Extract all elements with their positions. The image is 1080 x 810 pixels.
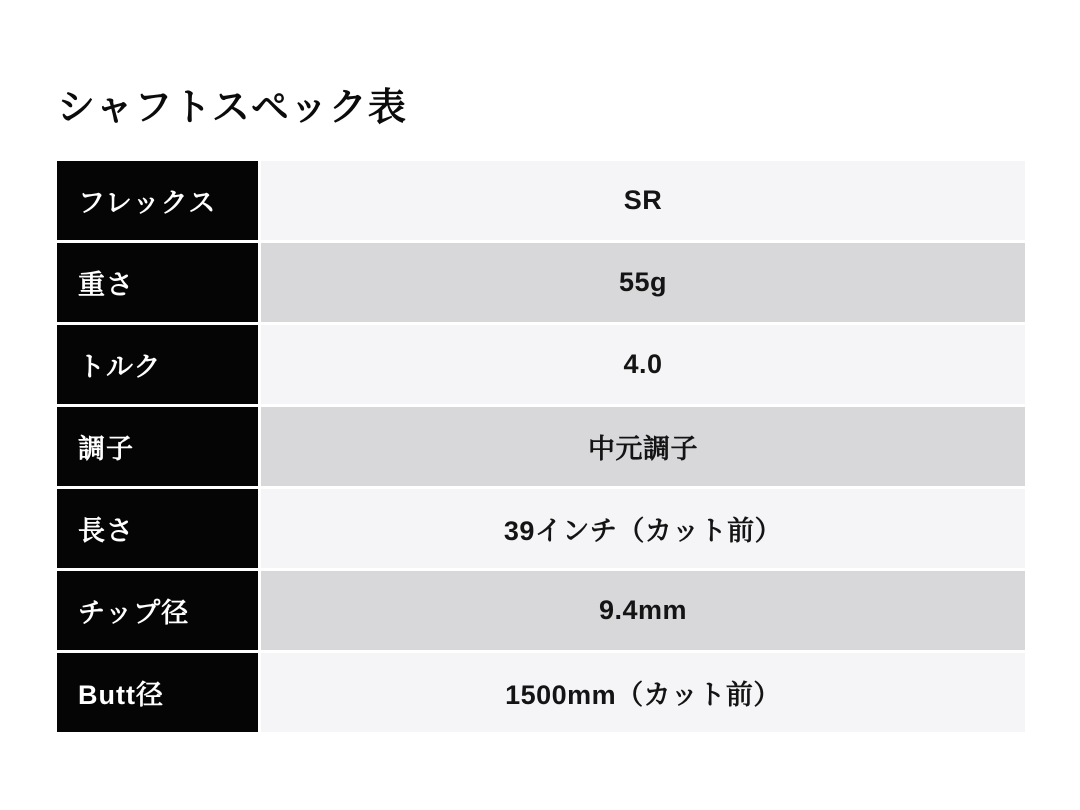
table-row (57, 653, 1025, 732)
page-title: シャフトスペック表 (57, 87, 407, 129)
row-value: 1500mm（カット前） (261, 653, 1025, 732)
table-row (57, 489, 1025, 568)
table-row (57, 571, 1025, 650)
row-label: Butt径 (57, 653, 258, 732)
row-label: トルク (57, 325, 258, 404)
row-label: 長さ (57, 489, 258, 568)
row-label: フレックス (57, 161, 258, 240)
row-label: 調子 (57, 407, 258, 486)
table-row (57, 161, 1025, 240)
row-value: SR (261, 161, 1025, 240)
row-value: 39インチ（カット前） (261, 489, 1025, 568)
row-label: 重さ (57, 243, 258, 322)
table-row (57, 243, 1025, 322)
row-value: 中元調子 (261, 407, 1025, 486)
row-value: 9.4mm (261, 571, 1025, 650)
table-row (57, 407, 1025, 486)
row-label: チップ径 (57, 571, 258, 650)
row-value: 4.0 (261, 325, 1025, 404)
row-value: 55g (261, 243, 1025, 322)
table-row (57, 325, 1025, 404)
spec-table (57, 161, 1025, 732)
